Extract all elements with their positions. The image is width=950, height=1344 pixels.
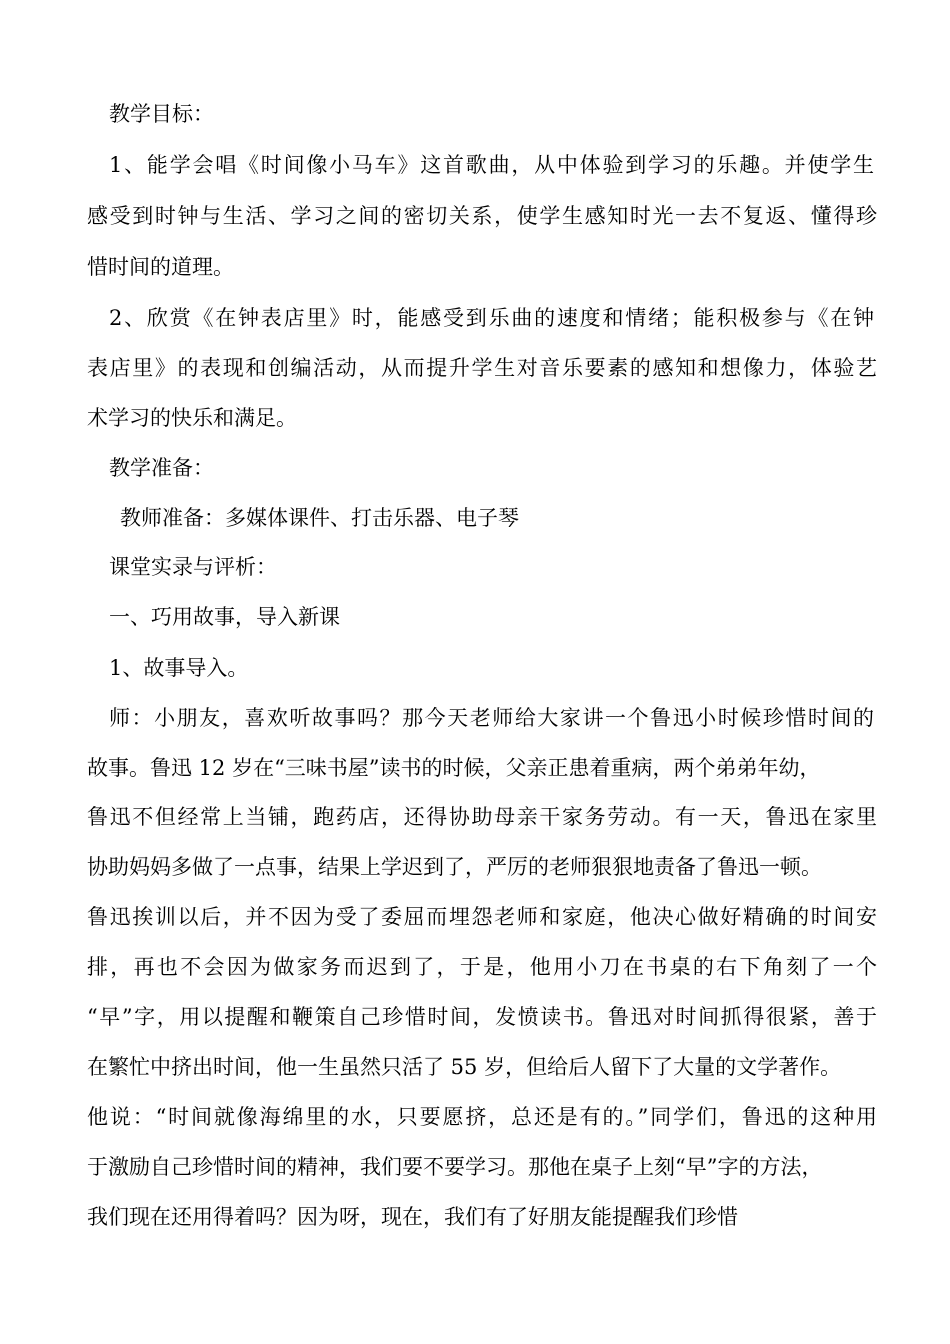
heading-teaching-prep: 教学准备：	[109, 456, 214, 480]
story-line-3: 鲁迅不但经常上当铺，跑药店，还得协助母亲干家务劳动。有一天，鲁迅在家里	[87, 805, 877, 829]
story-line-4: 协助妈妈多做了一点事，结果上学迟到了，严厉的老师狠狠地责备了鲁迅一顿。	[87, 855, 822, 879]
goal-1-line-3: 惜时间的道理。	[87, 255, 234, 279]
goal-2-line-2: 表店里》的表现和创编活动，从而提升学生对音乐要素的感知和想像力，体验艺	[87, 356, 877, 380]
story-line-5: 鲁迅挨训以后，并不因为受了委屈而埋怨老师和家庭，他决心做好精确的时间安	[87, 905, 877, 929]
story-line-7: “早”字，用以提醒和鞭策自己珍惜时间，发愤读书。鲁迅对时间抓得很紧，善于	[87, 1005, 877, 1029]
story-line-1: 师：小朋友，喜欢听故事吗？那今天老师给大家讲一个鲁迅小时候珍惜时间的	[109, 706, 874, 730]
heading-teaching-goals: 教学目标：	[109, 102, 214, 126]
story-line-8: 在繁忙中挤出时间，他一生虽然只活了 55 岁，但给后人留下了大量的文学著作。	[87, 1055, 842, 1079]
goal-1-line-2: 感受到时钟与生活、学习之间的密切关系，使学生感知时光一去不复返、懂得珍	[87, 204, 877, 228]
story-line-11: 我们现在还用得着吗？因为呀，现在，我们有了好朋友能提醒我们珍惜	[87, 1205, 738, 1229]
goal-2-line-1: 2、欣赏《在钟表店里》时，能感受到乐曲的速度和情绪；能积极参与《在钟	[109, 306, 874, 330]
subsection-1-title: 1、故事导入。	[109, 656, 249, 680]
section-1-title: 一、巧用故事，导入新课	[109, 605, 340, 629]
goal-1-line-1: 1、能学会唱《时间像小马车》这首歌曲，从中体验到学习的乐趣。并使学生	[109, 153, 874, 177]
goal-2-line-3: 术学习的快乐和满足。	[87, 406, 297, 430]
story-line-2: 故事。鲁迅 12 岁在“三味书屋”读书的时候，父亲正患着重病，两个弟弟年幼，	[87, 756, 821, 780]
heading-class-record: 课堂实录与评析：	[109, 555, 277, 579]
story-line-6: 排，再也不会因为做家务而迟到了，于是，他用小刀在书桌的右下角刻了一个	[87, 955, 877, 979]
teacher-prep-text: 教师准备：多媒体课件、打击乐器、电子琴	[120, 506, 519, 530]
story-line-9: 他说：“时间就像海绵里的水，只要愿挤，总还是有的。”同学们，鲁迅的这种用	[87, 1105, 877, 1129]
story-line-10: 于激励自己珍惜时间的精神，我们要不要学习。那他在桌子上刻“早”字的方法，	[87, 1155, 823, 1179]
